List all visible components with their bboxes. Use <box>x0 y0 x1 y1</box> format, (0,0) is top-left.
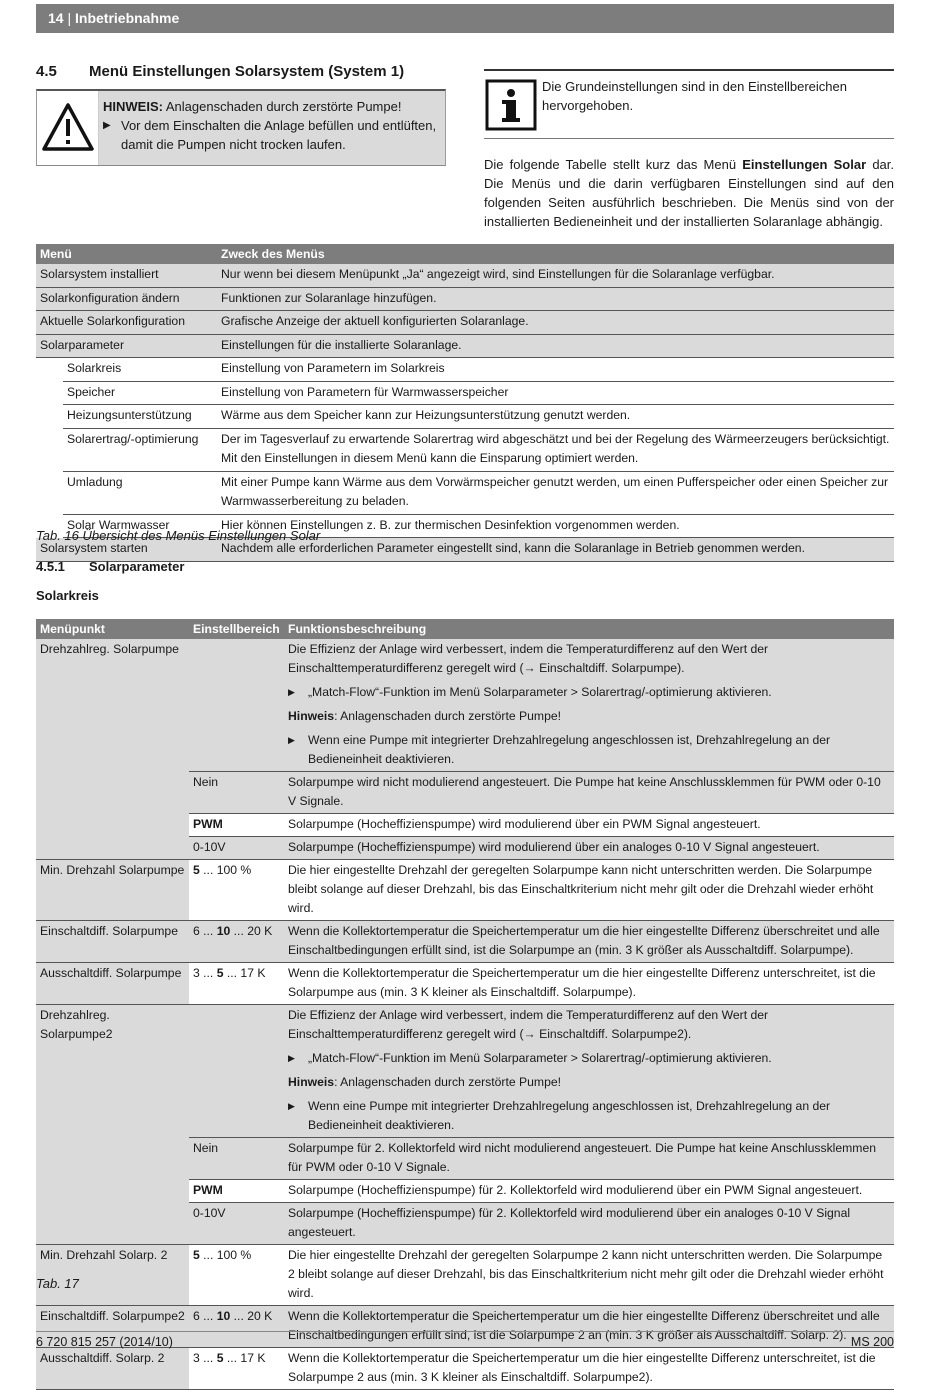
range-text: 6 ... <box>193 1309 217 1323</box>
description-cell: Wenn die Kollektortemperatur die Speichertemperatur um die hier eingestellte Differenz überschreitet und alle Einschaltbedingungen erfüllt sind, ist die Solarpumpe an (min. 3 K größer als Ausschaltdiff. Solarpumpe). <box>284 921 894 963</box>
warning-text <box>99 91 445 165</box>
table-row <box>36 921 894 963</box>
menu-overview-table <box>36 244 894 562</box>
hint-label: Hinweis <box>288 1075 335 1089</box>
info-text: Die Grundeinstellungen sind in den Einstellbereichen hervorgehoben. <box>542 79 847 113</box>
table-header-row <box>36 244 894 264</box>
description-text: Die Effizienz der Anlage wird verbessert, indem die Temperaturdifferenz auf den Wert der Einschalttemperaturdifferenz geregelt wird (→ Einschaltdiff. Solarpumpe). <box>288 642 769 675</box>
description-cell: Solarpumpe wird nicht modulierend angesteuert. Die Pumpe hat keine Anschlussklemmen für PWM oder 0-10 V Signale. <box>284 772 894 814</box>
range-cell <box>189 921 284 963</box>
range-text: ... 17 K <box>223 966 266 980</box>
bullet-arrow-icon: ▶ <box>288 1053 295 1063</box>
bullet-item <box>288 731 890 769</box>
bullet-text: Wenn eine Pumpe mit integrierter Drehzahlregelung angeschlossen ist, Drehzahlregelung an der Bedieneinheit deaktivieren. <box>308 1099 831 1132</box>
range-cell <box>189 1348 284 1390</box>
section-title: Menü Einstellungen Solarsystem (System 1) <box>89 63 405 80</box>
range-cell <box>189 1306 284 1348</box>
info-icon <box>484 71 538 138</box>
menu-item-cell: Einschaltdiff. Solarpumpe2 <box>36 1306 189 1348</box>
hint-text: : Anlagenschaden durch zerstörte Pumpe! <box>334 709 562 723</box>
purpose-cell: Der im Tagesverlauf zu erwartende Solarertrag wird abgeschätzt und bei der Regelung des Wärmeerzeugers berücksichtigt. Mit den Einstellungen in diesem Menü kann die Einsparung optimiert werden. <box>217 428 894 471</box>
intro-paragraph <box>484 155 894 231</box>
menu-item-cell: Drehzahlreg. Solarpumpe <box>36 639 189 860</box>
default-value: 5 <box>193 863 200 877</box>
table-row <box>36 1348 894 1390</box>
range-text: ... 100 % <box>199 1248 252 1262</box>
info-box <box>484 69 894 139</box>
purpose-cell: Einstellung von Parametern im Solarkreis <box>217 358 894 382</box>
default-value: 10 <box>216 1309 231 1323</box>
intro-text-bold: Einstellungen Solar <box>742 157 867 172</box>
page-number: 14 <box>48 10 64 26</box>
menu-cell: Solarsystem installiert <box>36 264 217 287</box>
default-value: 10 <box>216 924 231 938</box>
range-text: 6 ... <box>193 924 217 938</box>
warning-box <box>36 89 446 166</box>
range-text: ... 100 % <box>199 863 252 877</box>
purpose-cell: Grafische Anzeige der aktuell konfigurierten Solaranlage. <box>217 311 894 335</box>
table-row <box>36 1245 894 1306</box>
default-value: 5 <box>216 966 224 980</box>
purpose-cell: Nur wenn bei diesem Menüpunkt „Ja“ angezeigt wird, sind Einstellungen für die Solaranlage verfügbar. <box>217 264 894 287</box>
range-cell <box>189 1005 284 1138</box>
table-row <box>36 405 894 429</box>
menu-item-cell: Ausschaltdiff. Solarpumpe <box>36 963 189 1005</box>
range-cell: 0-10V <box>189 1203 284 1245</box>
page-header <box>36 4 894 33</box>
table-row <box>36 334 894 358</box>
subheading: Solarkreis <box>36 588 99 603</box>
intro-text-2: dar. Die Menüs und die darin verfügbaren Einstellungen sind auf den folgenden Seiten ausführlich beschrieben. Die Menüs sind von der installierten Bedieneinheit und der installierten Solaranlage abhängig. <box>484 157 895 229</box>
table-row <box>36 963 894 1005</box>
range-text: ... 17 K <box>223 1351 266 1365</box>
purpose-cell: Einstellung von Parametern für Warmwasserspeicher <box>217 381 894 405</box>
bullet-item <box>288 1049 890 1068</box>
range-text: 3 ... <box>193 1351 217 1365</box>
column-header: Funktionsbeschreibung <box>284 619 894 639</box>
description-cell: Solarpumpe für 2. Kollektorfeld wird nicht modulierend angesteuert. Die Pumpe hat keine Anschlussklemmen für PWM oder 0-10 V Signale. <box>284 1138 894 1180</box>
purpose-cell: Mit einer Pumpe kann Wärme aus dem Vorwärmspeicher genutzt werden, um einen Pufferspeicher oder einen Speicher zur Warmwasserbereitung zu beladen. <box>217 471 894 514</box>
description-cell: Solarpumpe (Hocheffizienspumpe) wird modulierend über ein analoges 0-10 V Signal angesteuert. <box>284 837 894 860</box>
hint-line <box>288 1073 890 1092</box>
range-cell <box>189 1245 284 1306</box>
default-value: 5 <box>216 1351 224 1365</box>
warning-label: HINWEIS: <box>103 99 163 114</box>
subsection-title: Solarparameter <box>89 559 185 574</box>
table-caption: Tab. 17 <box>36 1276 79 1291</box>
description-cell: Solarpumpe (Hocheffizienspumpe) für 2. Kollektorfeld wird modulierend über ein PWM Signal angesteuert. <box>284 1180 894 1203</box>
description-cell <box>284 639 894 772</box>
range-text: 3 ... <box>193 966 217 980</box>
range-cell: PWM <box>189 1180 284 1203</box>
purpose-cell: Hier können Einstellungen z. B. zur thermischen Desinfektion vorgenommen werden. <box>217 514 894 538</box>
range-cell: Nein <box>189 1138 284 1180</box>
intro-text-1: Die folgende Tabelle stellt kurz das Menü <box>484 157 743 172</box>
bullet-text: Wenn eine Pumpe mit integrierter Drehzahlregelung angeschlossen ist, Drehzahlregelung an der Bedieneinheit deaktivieren. <box>308 733 831 766</box>
warning-message: Anlagenschaden durch zerstörte Pumpe! <box>165 99 402 114</box>
bullet-item <box>288 683 890 702</box>
description-cell: Die hier eingestellte Drehzahl der geregelten Solarpumpe 2 kann nicht unterschritten werden. Die Solarpumpe 2 bleibt solange auf dieser Drehzahl, bis das Einschaltkriterium nicht mehr gilt oder die Drehzahl wieder erhöht wird. <box>284 1245 894 1306</box>
description-cell <box>284 1005 894 1138</box>
table-row <box>36 264 894 287</box>
menu-item-cell: Drehzahlreg. Solarpumpe2 <box>36 1005 189 1245</box>
column-header: Zweck des Menüs <box>217 244 894 264</box>
subsection-number: 4.5.1 <box>36 559 65 574</box>
table-row <box>36 471 894 514</box>
table-row <box>36 381 894 405</box>
menu-cell: Solar Warmwasser <box>63 514 217 538</box>
range-text: ... 20 K <box>230 1309 273 1323</box>
description-cell: Solarpumpe (Hocheffizienspumpe) für 2. Kollektorfeld wird modulierend über ein analoges 0-10 V Signal angesteuert. <box>284 1203 894 1245</box>
menu-cell: Aktuelle Solarkonfiguration <box>36 311 217 335</box>
table-row <box>36 1005 894 1138</box>
bullet-item <box>288 1097 890 1135</box>
table-header-row <box>36 619 894 639</box>
menu-item-cell: Min. Drehzahl Solarp. 2 <box>36 1245 189 1306</box>
product-name: MS 200 <box>850 1335 894 1349</box>
menu-item-cell: Einschaltdiff. Solarpumpe <box>36 921 189 963</box>
bullet-arrow-icon: ▶ <box>288 1101 295 1111</box>
bullet-arrow-icon: ▶ <box>288 735 295 745</box>
document-number: 6 720 815 257 (2014/10) <box>36 1335 173 1349</box>
range-cell <box>189 963 284 1005</box>
menu-cell: Heizungsunterstützung <box>63 405 217 429</box>
footer-divider <box>36 1331 894 1332</box>
menu-cell: Solarertrag/-optimierung <box>63 428 217 471</box>
table-row <box>36 358 894 382</box>
menu-cell: Umladung <box>63 471 217 514</box>
warning-icon <box>37 91 99 165</box>
range-cell: PWM <box>189 814 284 837</box>
warning-action <box>103 116 437 154</box>
table-row <box>36 287 894 311</box>
warning-action-text: Vor dem Einschalten die Anlage befüllen und entlüften, damit die Pumpen nicht trocken laufen. <box>121 118 437 152</box>
range-cell <box>189 639 284 772</box>
purpose-cell: Funktionen zur Solaranlage hinzufügen. <box>217 287 894 311</box>
bullet-text: „Match-Flow“-Funktion im Menü Solarparameter > Solarertrag/-optimierung aktivieren. <box>308 685 772 699</box>
purpose-cell: Wärme aus dem Speicher kann zur Heizungsunterstützung genutzt werden. <box>217 405 894 429</box>
range-text: ... 20 K <box>230 924 273 938</box>
menu-item-cell: Min. Drehzahl Solarpumpe <box>36 860 189 921</box>
default-value: 5 <box>193 1248 200 1262</box>
menu-cell: Solarkonfiguration ändern <box>36 287 217 311</box>
purpose-cell: Einstellungen für die installierte Solaranlage. <box>217 334 894 358</box>
hint-label: Hinweis <box>288 709 335 723</box>
bullet-arrow-icon: ▶ <box>103 120 111 131</box>
menu-cell: Solarsystem starten <box>36 538 217 562</box>
hint-text: : Anlagenschaden durch zerstörte Pumpe! <box>334 1075 562 1089</box>
indent-cell <box>36 358 63 538</box>
description-cell: Wenn die Kollektortemperatur die Speichertemperatur um die hier eingestellte Differenz überschreitet und alle Einschaltbedingungen erfüllt sind, ist die Solarpumpe 2 an (min. 3 K größer als Ausschaltdiff. Solarp. 2). <box>284 1306 894 1348</box>
section-heading <box>36 63 404 80</box>
description-cell: Wenn die Kollektortemperatur die Speichertemperatur um die hier eingestellte Differenz unterschreitet, ist die Solarpumpe aus (min. 3 K kleiner als Einschaltdiff. Solarpumpe). <box>284 963 894 1005</box>
menu-cell: Solarparameter <box>36 334 217 358</box>
range-cell <box>189 860 284 921</box>
description-cell: Solarpumpe (Hocheffizienspumpe) wird modulierend über ein PWM Signal angesteuert. <box>284 814 894 837</box>
menu-cell: Speicher <box>63 381 217 405</box>
hint-line <box>288 707 890 726</box>
description-text: Die Effizienz der Anlage wird verbessert, indem die Temperaturdifferenz auf den Wert der Einschalttemperaturdifferenz geregelt wird (→ Einschaltdiff. Solarpumpe2). <box>288 1008 769 1041</box>
section-number: 4.5 <box>36 63 57 80</box>
menu-cell: Solarkreis <box>63 358 217 382</box>
description-cell: Die hier eingestellte Drehzahl der geregelten Solarpumpe kann nicht unterschritten werden. Die Solarpumpe bleibt solange auf dieser Drehzahl, bis das Einschaltkriterium nicht mehr gilt oder die Drehzahl wieder erhöht wird. <box>284 860 894 921</box>
bullet-text: „Match-Flow“-Funktion im Menü Solarparameter > Solarertrag/-optimierung aktivieren. <box>308 1051 772 1065</box>
header-separator: | <box>67 10 72 26</box>
table-caption: Tab. 16 Übersicht des Menüs Einstellungen Solar <box>36 528 321 543</box>
table-row <box>36 860 894 921</box>
description-cell: Wenn die Kollektortemperatur die Speichertemperatur um die hier eingestellte Differenz unterschreitet, ist die Solarpumpe 2 aus (min. 3 K kleiner als Einschaltdiff. Solarpumpe2). <box>284 1348 894 1390</box>
range-cell: Nein <box>189 772 284 814</box>
menu-item-cell: Ausschaltdiff. Solarp. 2 <box>36 1348 189 1390</box>
table-row <box>36 428 894 471</box>
table-row <box>36 311 894 335</box>
subsection-heading <box>36 559 184 574</box>
column-header: Menü <box>36 244 217 264</box>
chapter-title: Inbetriebnahme <box>75 10 180 26</box>
range-cell: 0-10V <box>189 837 284 860</box>
column-header: Menüpunkt <box>36 619 189 639</box>
column-header: Einstellbereich <box>189 619 284 639</box>
purpose-cell: Nachdem alle erforderlichen Parameter eingestellt sind, kann die Solaranlage in Betrieb genommen werden. <box>217 538 894 562</box>
bullet-arrow-icon: ▶ <box>288 687 295 697</box>
table-row <box>36 639 894 772</box>
solarkreis-table <box>36 619 894 1390</box>
